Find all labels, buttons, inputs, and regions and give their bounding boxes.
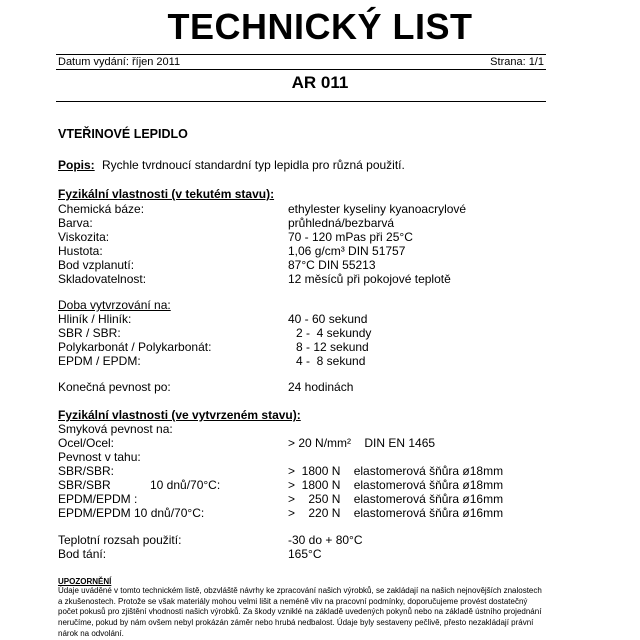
physical-liquid-heading: Fyzikální vlastnosti (v tekutém stavu): [58,187,275,201]
cure-value: 8 - 12 sekund [296,340,369,354]
shear-label: Ocel/Ocel: [58,436,115,450]
page-number: Strana: 1/1 [490,56,544,68]
description [58,158,405,172]
header-rule-bottom [56,101,546,102]
final-strength-value: 24 hodinách [288,380,354,394]
property-value: průhledná/bezbarvá [288,216,395,230]
description-label: Popis: [58,158,95,172]
property-value: 70 - 120 mPas při 25°C [288,230,413,244]
property-value: ethylester kyseliny kyanoacrylové [288,202,467,216]
property-value: 1,06 g/cm³ DIN 51757 [288,244,406,258]
cure-label: Hliník / Hliník: [58,312,132,326]
final-strength-label: Konečná pevnost po: [58,380,171,394]
tensile-heading: Pevnost v tahu: [58,450,141,464]
tensile-label: EPDM/EPDM 10 dnů/70°C: [58,506,205,520]
temp-range-value: -30 do + 80°C [288,533,363,547]
property-label: Skladovatelnost: [58,272,147,286]
cure-time-heading: Doba vytvrzování na: [58,298,171,312]
header-rule-top [56,54,546,55]
cure-value: 4 - 8 sekund [296,354,366,368]
notice-heading: UPOZORNĚNÍ [58,577,112,586]
property-label: Chemická báze: [58,202,145,216]
tensile-value: > 250 N elastomerová šňůra ø16mm [288,492,504,506]
property-value: 12 měsíců při pokojové teplotě [288,272,451,286]
shear-value: > 20 N/mm² DIN EN 1465 [288,436,436,450]
tensile-value: > 1800 N elastomerová šňůra ø18mm [288,478,504,492]
melting-point-value: 165°C [288,547,322,561]
product-name: VTEŘINOVÉ LEPIDLO [58,127,188,141]
tensile-label: SBR/SBR [58,478,111,492]
melting-point-label: Bod tání: [58,547,107,561]
tensile-condition: 10 dnů/70°C: [150,478,221,492]
tensile-value: > 1800 N elastomerová šňůra ø18mm [288,464,504,478]
product-code: AR 011 [291,73,349,92]
physical-cured-heading: Fyzikální vlastnosti (ve vytvrzeném stavu): [58,408,301,422]
tensile-value: > 220 N elastomerová šňůra ø16mm [288,506,504,520]
temp-range-label: Teplotní rozsah použití: [58,533,182,547]
tensile-label: EPDM/EPDM : [58,492,138,506]
shear-heading: Smyková pevnost na: [58,422,173,436]
description-text: Rychle tvrdnoucí standardní typ lepidla pro různá použití. [102,158,405,172]
cure-label: EPDM / EPDM: [58,354,141,368]
header-rule-middle [56,69,546,70]
property-value: 87°C DIN 55213 [288,258,376,272]
issue-date: Datum vydání: říjen 2011 [58,56,181,68]
cure-label: SBR / SBR: [58,326,121,340]
property-label: Hustota: [58,244,103,258]
property-label: Barva: [58,216,93,230]
tensile-label: SBR/SBR: [58,464,115,478]
notice-text: Údaje uváděné v tomto technickém listě, obzvláště návrhy ke zpracování našich výrobků, se zakládají na našich nejnovějších znalostech a zkušenostech. Protože se však materiály mohou velmi lišit a neméně vliv na pracovní podmínky, doporučujeme provést dostatečný počet pokusů pro zjištění vhodnosti našich výrobků. Za škody vzniklé na základě uvedených pokynů nebo na základě ústního projednání neručíme, pokud by nám ovšem nebyl prokázán záměr nebo hrubá nedbalost. Údaje byly sestaveny pečlivě, přesto nezakládají právní nárok na odvolání. [58,586,542,638]
cure-value: 40 - 60 sekund [288,312,368,326]
cure-value: 2 - 4 sekundy [296,326,372,340]
document-title: TECHNICKÝ LIST [167,6,473,47]
property-label: Viskozita: [58,230,110,244]
property-label: Bod vzplanutí: [58,258,135,272]
cure-label: Polykarbonát / Polykarbonát: [58,340,212,354]
